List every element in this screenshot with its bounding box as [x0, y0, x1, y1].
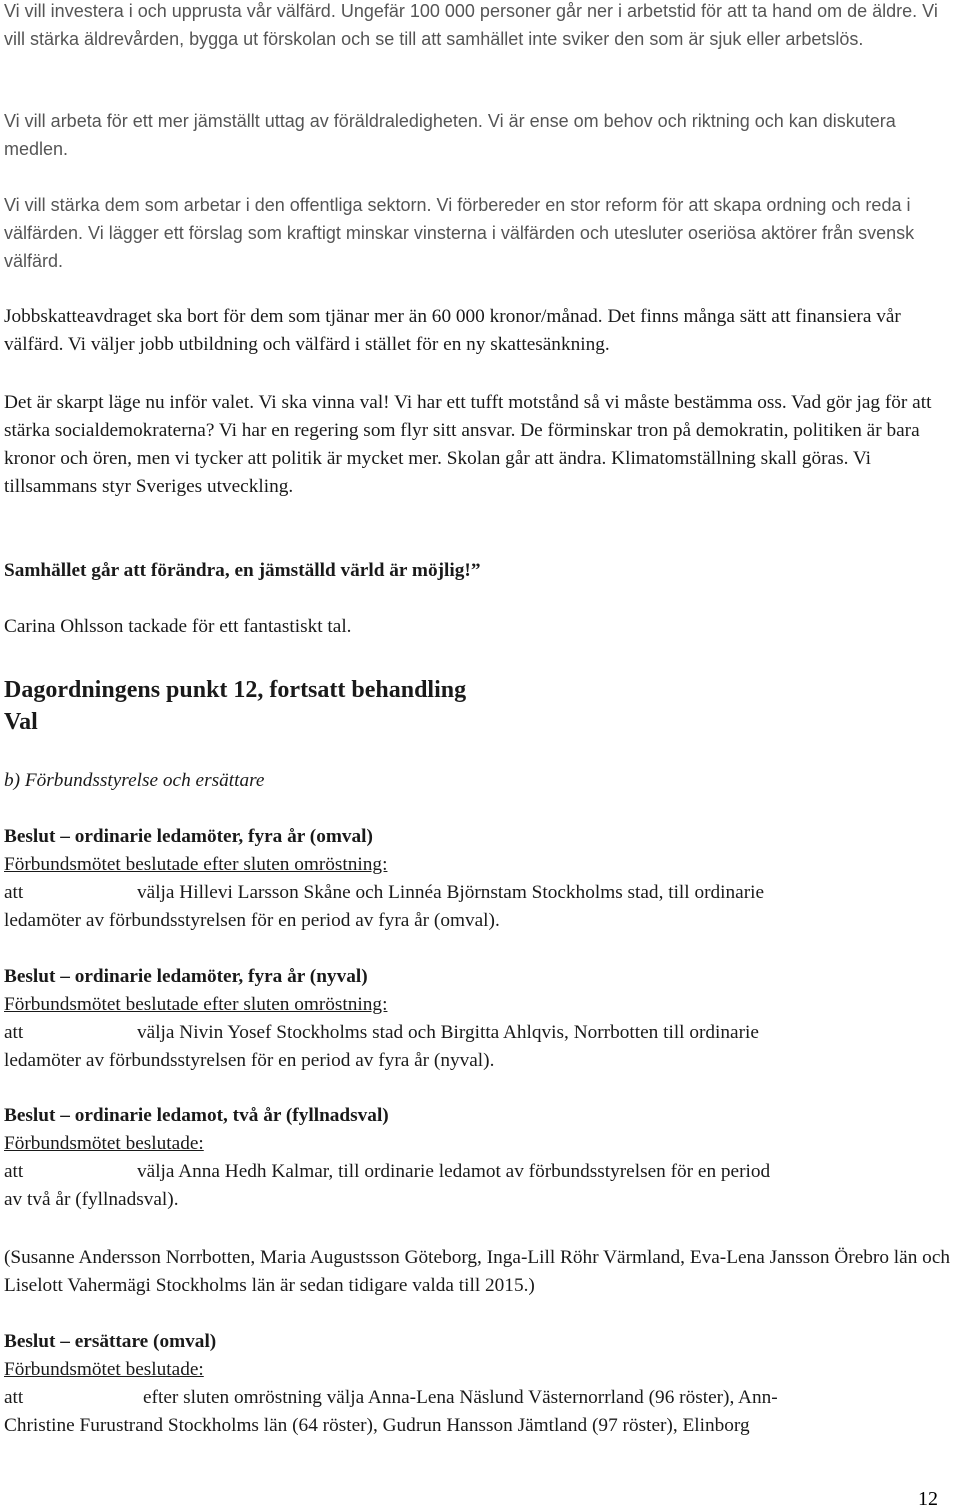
decision-1-text1: välja Hillevi Larsson Skåne och Linnéa Björnstam Stockholms stad, till ordinarie [137, 882, 765, 903]
agenda-heading-line1: Dagordningens punkt 12, fortsatt behandling [4, 677, 467, 703]
paragraph-welfare: Vi vill investera i och upprusta vår välfärd. Ungefär 100 000 personer går ner i arbetstid för att ta hand om de äldre. Vi vill stärka äldrevården, bygga ut förskolan och se till att samhället inte sviker den som är sjuk eller arbetslös. [4, 1, 938, 49]
decision-2-intro: Förbundsmötet beslutade efter sluten omröstning: [4, 994, 388, 1015]
decision-2 [4, 963, 954, 1075]
decision-1-intro: Förbundsmötet beslutade efter sluten omröstning: [4, 854, 388, 875]
decision-3-text1: välja Anna Hedh Kalmar, till ordinarie ledamot av förbundsstyrelsen för en period [137, 1161, 771, 1182]
decision-3-att: att [4, 1161, 24, 1182]
paragraph-thanks: Carina Ohlsson tackade för ett fantastiskt tal. [4, 616, 352, 637]
decision-2-text1: välja Nivin Yosef Stockholms stad och Birgitta Ahlqvis, Norrbotten till ordinarie [137, 1022, 759, 1043]
decision-2-att: att [4, 1022, 24, 1043]
agenda-heading-line2: Val [4, 709, 38, 735]
paragraph-public-sector: Vi vill stärka dem som arbetar i den offentliga sektorn. Vi förbereder en stor reform för att skapa ordning och reda i välfärden. Vi lägger ett förslag som kraftigt minskar vinsterna i välfärden och utesluter oseriösa aktörer från svensk välfärd. [4, 195, 915, 271]
decision-4-line1 [4, 1384, 954, 1412]
paragraph-parental-leave: Vi vill arbeta för ett mer jämställt uttag av föräldraledigheten. Vi är ense om behov och riktning och kan diskutera medlen. [4, 111, 896, 159]
decision-3-intro: Förbundsmötet beslutade: [4, 1133, 204, 1154]
decision-2-line1 [4, 1019, 954, 1047]
decision-3 [4, 1102, 954, 1214]
decision-1-att: att [4, 882, 24, 903]
decision-1-line2: ledamöter av förbundsstyrelsen för en period av fyra år (omval). [4, 910, 500, 931]
decision-4-intro: Förbundsmötet beslutade: [4, 1359, 204, 1380]
decision-3-title: Beslut – ordinarie ledamot, två år (fyllnadsval) [4, 1105, 389, 1126]
page-number: 12 [918, 1488, 938, 1510]
agenda-heading [4, 674, 954, 738]
paragraph-already-elected: (Susanne Andersson Norrbotten, Maria Augustsson Göteborg, Inga-Lill Röhr Värmland, Eva-Lena Jansson Örebro län och Liselott Vahermägi Stockholms län är sedan tidigare valda till 2015.) [4, 1247, 951, 1296]
decision-4-text1: efter sluten omröstning välja Anna-Lena Näslund Västernorrland (96 röster), Ann- [143, 1387, 778, 1408]
decision-3-line2: av två år (fyllnadsval). [4, 1189, 179, 1210]
paragraph-tax: Jobbskatteavdraget ska bort för dem som tjänar mer än 60 000 kronor/månad. Det finns många sätt att finansiera vår välfärd. Vi väljer jobb utbildning och välfärd i stället för en ny skattesänkning. [4, 306, 901, 355]
decision-1 [4, 823, 954, 935]
decision-4-att: att [4, 1387, 24, 1408]
subheading-board: b) Förbundsstyrelse och ersättare [4, 770, 265, 791]
decision-2-line2: ledamöter av förbundsstyrelsen för en period av fyra år (nyval). [4, 1050, 495, 1071]
decision-2-title: Beslut – ordinarie ledamöter, fyra år (nyval) [4, 966, 368, 987]
paragraph-slogan: Samhället går att förändra, en jämställd värld är möjlig!” [4, 560, 481, 581]
decision-1-line1 [4, 879, 954, 907]
decision-1-title: Beslut – ordinarie ledamöter, fyra år (omval) [4, 826, 373, 847]
decision-3-line1 [4, 1158, 954, 1186]
decision-4-title: Beslut – ersättare (omval) [4, 1331, 217, 1352]
paragraph-election: Det är skarpt läge nu inför valet. Vi ska vinna val! Vi har ett tufft motstånd så vi måste bestämma oss. Vad gör jag för att stärka socialdemokraterna? Vi har en regering som flyr sitt ansvar. De förminskar tron på demokratin, politiken är bara kronor och ören, men vi tycker att politik är mycket mer. Skolan går att ändra. Klimatomställning skall göras. Vi tillsammans styr Sveriges utveckling. [4, 392, 932, 497]
decision-4 [4, 1328, 954, 1440]
decision-4-line2: Christine Furustrand Stockholms län (64 röster), Gudrun Hansson Jämtland (97 röster), Elinborg [4, 1415, 750, 1436]
